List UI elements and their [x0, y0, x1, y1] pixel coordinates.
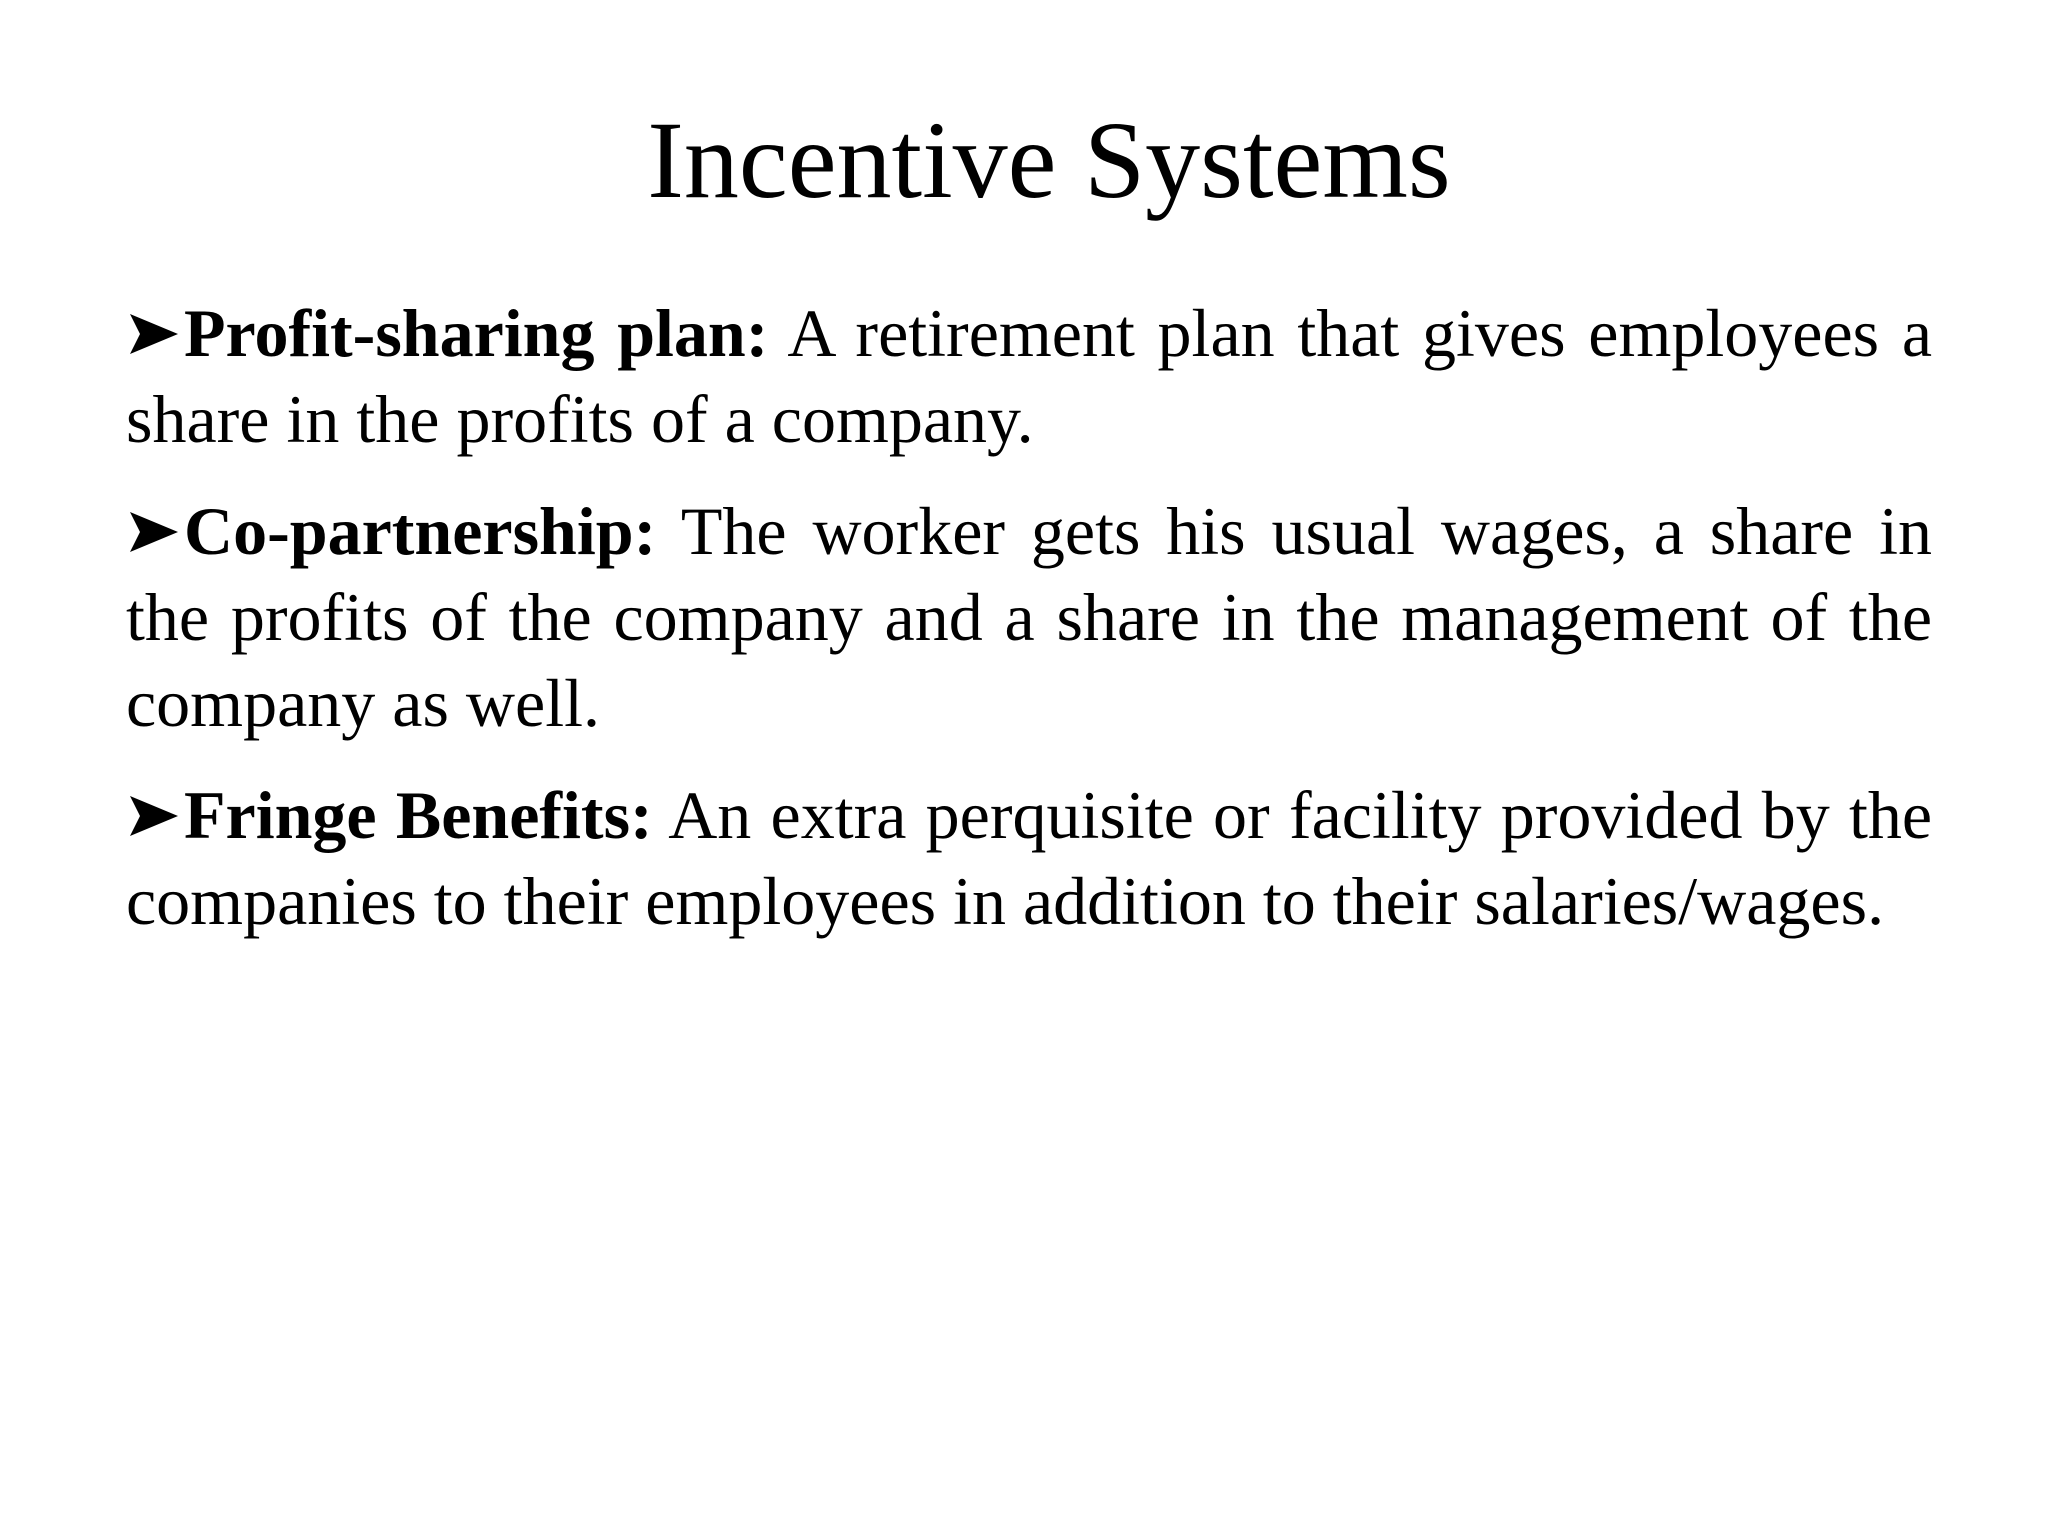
bullet-term: Profit-sharing plan: [184, 295, 769, 371]
arrowhead-bullet-icon [126, 794, 182, 838]
bullet-text: An extra perquisite or facility provided by the companies to their employees in addition to their salaries/wages. [126, 777, 1933, 939]
bullet-item-fringe-benefits [126, 772, 1932, 944]
slide-title: Incentive Systems [647, 99, 1451, 221]
bullet-text: The worker gets his usual wages, a share in the profits of the company and a share in the management of the company as well. [126, 493, 1932, 741]
bullet-term: Co-partnership: [184, 493, 657, 569]
arrowhead-bullet-icon [126, 510, 182, 554]
bullet-term: Fringe Benefits: [184, 777, 653, 853]
bullet-list [126, 290, 1932, 970]
bullet-item-co-partnership [126, 488, 1932, 746]
arrowhead-bullet-icon [126, 312, 182, 356]
bullet-item-profit-sharing [126, 290, 1932, 462]
bullet-text: A retirement plan that gives employees a share in the profits of a company. [126, 295, 1932, 457]
